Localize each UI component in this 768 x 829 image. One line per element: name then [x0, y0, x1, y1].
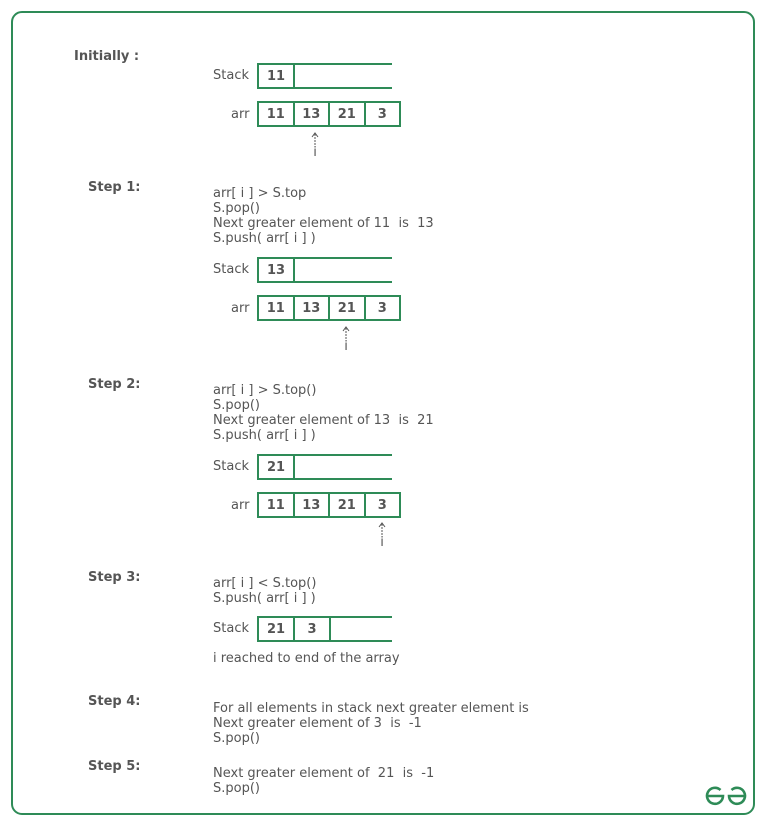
step-4-label: Step 4:	[88, 694, 141, 709]
arr-step-2	[257, 492, 401, 518]
step-2-label: Step 2:	[88, 377, 141, 392]
code-line: For all elements in stack next greater element is	[213, 701, 529, 716]
code-line: arr[ i ] < S.top()	[213, 576, 317, 591]
step-3-code	[213, 576, 316, 606]
stack-cell: 21	[259, 456, 295, 478]
stack-cell: 3	[295, 618, 331, 640]
initially-label: Initially :	[74, 49, 140, 64]
pointer-step-2	[376, 521, 388, 551]
code-line: S.pop()	[213, 398, 260, 413]
step-4-code	[213, 701, 529, 746]
step-2-code	[213, 383, 434, 443]
step-5-code	[213, 766, 434, 796]
code-line: Next greater element of 3 is -1	[213, 716, 422, 731]
code-line: Next greater element of 13 is 21	[213, 413, 434, 428]
stack-cell: 11	[259, 65, 295, 87]
gfg-logo-icon	[705, 784, 747, 812]
stack-label: Stack	[213, 68, 249, 83]
arr-cell: 13	[295, 297, 331, 319]
arr-cell: 13	[295, 494, 331, 516]
arr-cell: 11	[259, 103, 295, 125]
step-1-code	[213, 186, 434, 246]
arr-cell: 3	[377, 497, 387, 513]
stack-label: Stack	[213, 459, 249, 474]
arr-cell: 3	[377, 106, 387, 122]
pointer-initial	[309, 131, 321, 161]
stack-step-1	[257, 257, 392, 283]
stack-step-3	[257, 616, 392, 642]
code-line: S.push( arr[ i ] )	[213, 591, 316, 606]
arr-label: arr	[231, 301, 250, 316]
code-line: S.pop()	[213, 781, 260, 796]
arr-cell: 11	[259, 494, 295, 516]
arr-cell: 3	[377, 300, 387, 316]
code-line: arr[ i ] > S.top	[213, 186, 307, 201]
step-3-note: i reached to end of the array	[213, 651, 400, 666]
code-line: S.push( arr[ i ] )	[213, 231, 316, 246]
stack-initial	[257, 63, 392, 89]
code-line: S.push( arr[ i ] )	[213, 428, 316, 443]
step-3-label: Step 3:	[88, 570, 141, 585]
stack-label: Stack	[213, 621, 249, 636]
code-line: Next greater element of 11 is 13	[213, 216, 434, 231]
pointer-step-1	[340, 325, 352, 355]
code-line: S.pop()	[213, 201, 260, 216]
arr-initial	[257, 101, 401, 127]
arr-step-1	[257, 295, 401, 321]
stack-label: Stack	[213, 262, 249, 277]
arr-cell: 21	[330, 103, 366, 125]
code-line: arr[ i ] > S.top()	[213, 383, 317, 398]
arr-cell: 13	[295, 103, 331, 125]
step-1-label: Step 1:	[88, 180, 141, 195]
code-line: Next greater element of 21 is -1	[213, 766, 435, 781]
arr-cell: 21	[330, 494, 366, 516]
stack-cell: 13	[259, 259, 295, 281]
step-5-label: Step 5:	[88, 759, 141, 774]
stack-step-2	[257, 454, 392, 480]
pointer-label: i	[380, 535, 384, 550]
code-line: S.pop()	[213, 731, 260, 746]
arr-label: arr	[231, 498, 250, 513]
stack-cell: 21	[259, 618, 295, 640]
arr-cell: 11	[259, 297, 295, 319]
pointer-label: i	[313, 145, 317, 160]
arr-label: arr	[231, 107, 250, 122]
arr-cell: 21	[330, 297, 366, 319]
pointer-label: i	[344, 339, 348, 354]
